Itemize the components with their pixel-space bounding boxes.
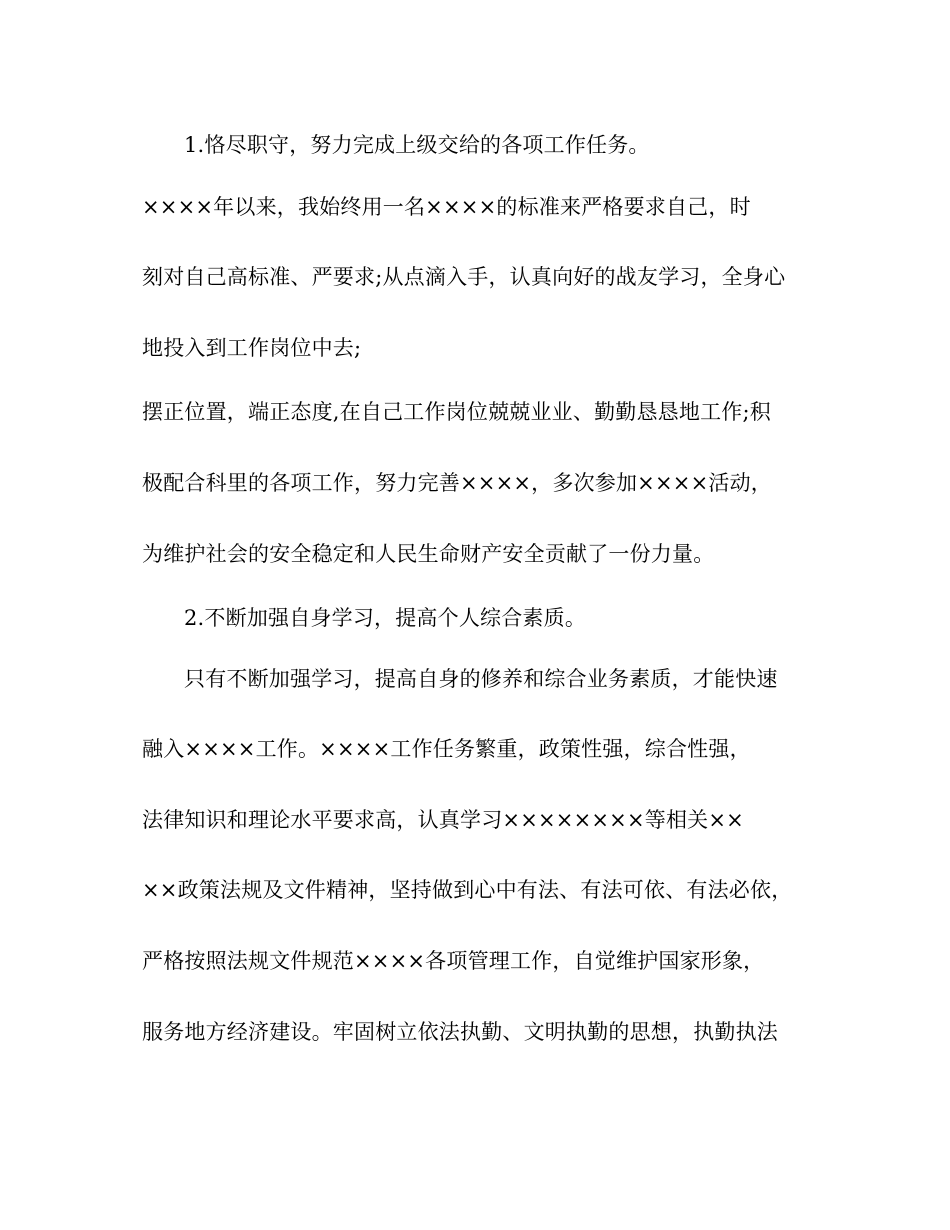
paragraph-line: 严格按照法规文件规范××××各项管理工作，自觉维护国家形象， <box>142 949 765 973</box>
paragraph-line: 法律知识和理论水平要求高，认真学习××××××××等相关×× <box>142 808 744 832</box>
paragraph-line: ××××年以来，我始终用一名××××的标准来严格要求自己，时 <box>142 195 751 219</box>
paragraph-line: 摆正位置，端正态度,在自己工作岗位兢兢业业、勤勤恳恳地工作;积 <box>142 400 771 424</box>
paragraph-line: 服务地方经济建设。牢固树立依法执勤、文明执勤的思想，执勤执法 <box>142 1020 778 1044</box>
section-heading-1: 1.恪尽职守，努力完成上级交给的各项工作任务。 <box>184 133 650 157</box>
section-heading-2: 2.不断加强自身学习，提高个人综合素质。 <box>184 606 587 630</box>
paragraph-line: 只有不断加强学习，提高自身的修养和综合业务素质，才能快速 <box>184 667 778 691</box>
paragraph-line: 为维护社会的安全稳定和人民生命财产安全贡献了一份力量。 <box>142 542 715 566</box>
paragraph-line: ××政策法规及文件精神，坚持做到心中有法、有法可依、有法必依， <box>142 878 793 902</box>
paragraph-line: 极配合科里的各项工作，努力完善××××，多次参加××××活动， <box>142 471 772 495</box>
paragraph-line: 地投入到工作岗位中去; <box>142 336 362 360</box>
paragraph-line: 刻对自己高标准、严要求;从点滴入手，认真向好的战友学习，全身心 <box>142 265 786 289</box>
paragraph-line: 融入××××工作。××××工作任务繁重，政策性强，综合性强， <box>142 737 751 761</box>
